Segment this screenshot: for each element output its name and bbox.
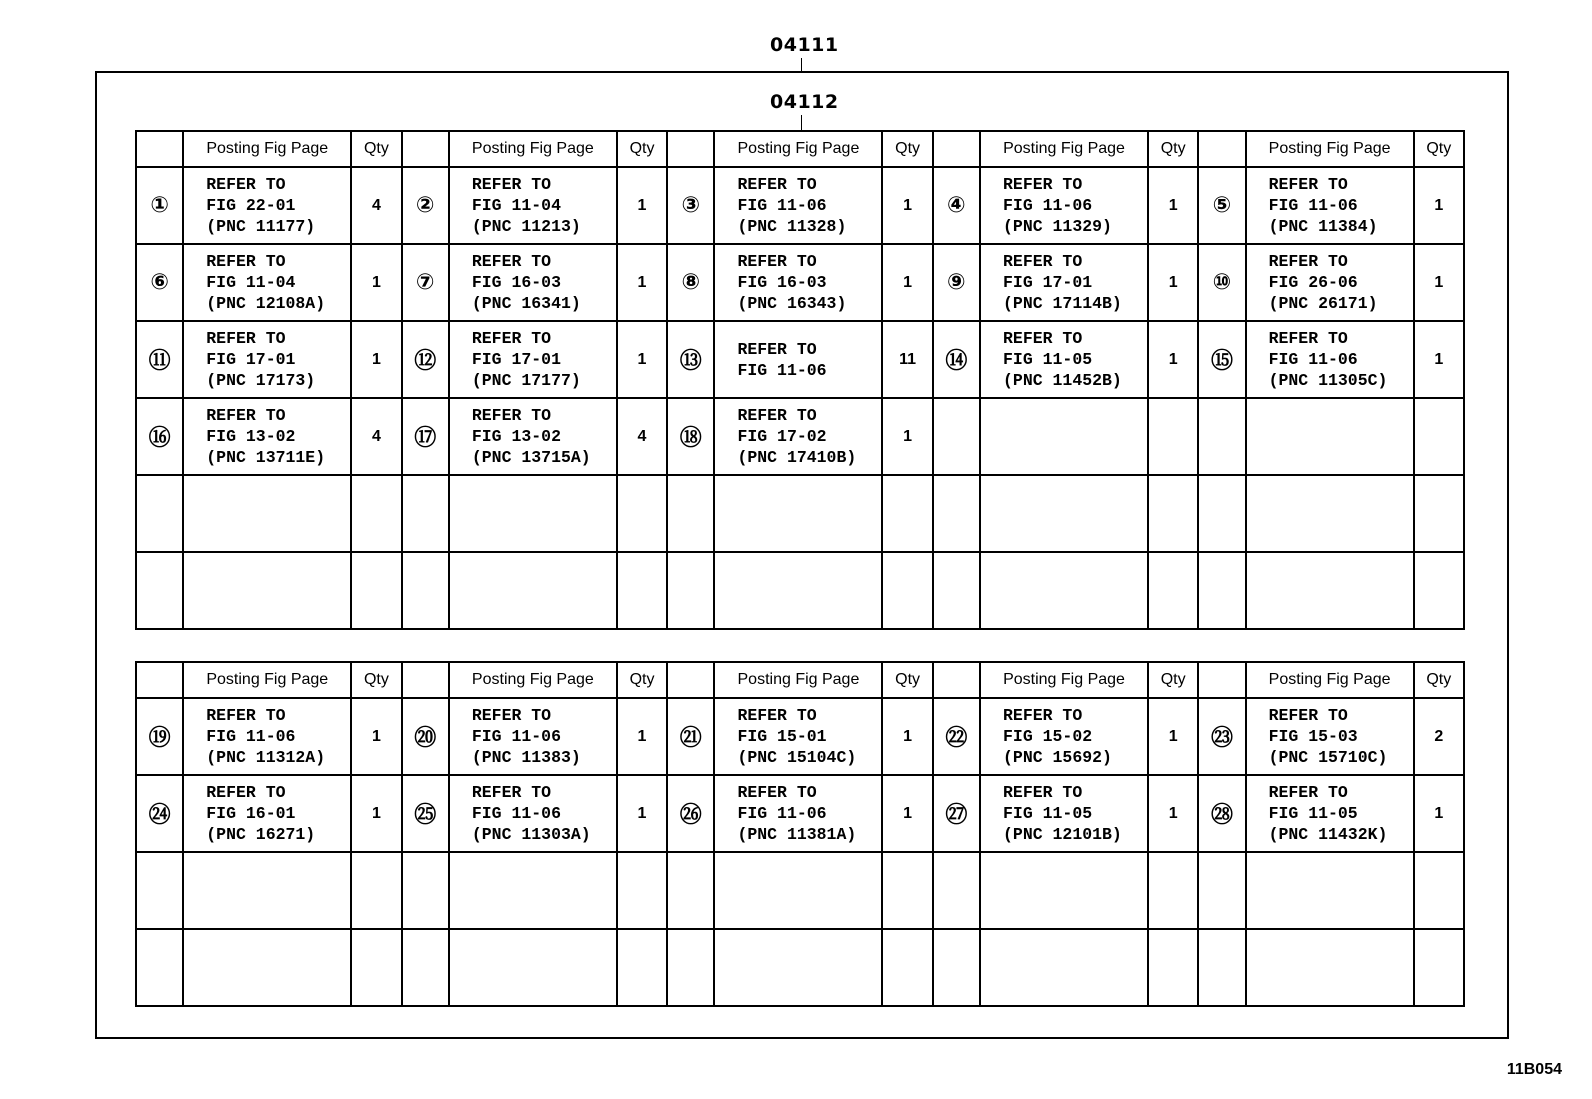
posting-fig-page-cell bbox=[980, 929, 1148, 1006]
posting-fig-page-cell bbox=[449, 775, 617, 852]
posting-line-l3: (PNC 13715A) bbox=[471, 448, 591, 467]
callout-number: ⑦ bbox=[402, 244, 449, 321]
posting-line-l1: REFER TO bbox=[1268, 252, 1348, 271]
posting-line-l2: FIG 11-04 bbox=[471, 196, 561, 215]
header-qty: Qty bbox=[882, 131, 932, 167]
posting-fig-page-cell bbox=[1246, 167, 1414, 244]
posting-fig-page-cell bbox=[980, 167, 1148, 244]
callout-number bbox=[667, 552, 714, 629]
header-qty: Qty bbox=[617, 662, 667, 698]
posting-line-l1: REFER TO bbox=[1003, 252, 1083, 271]
posting-fig-page-cell bbox=[1246, 475, 1414, 552]
posting-fig-page-cell bbox=[980, 852, 1148, 929]
header-posting-fig-page: Posting Fig Page bbox=[449, 662, 617, 698]
posting-line-l3: (PNC 17177) bbox=[471, 371, 581, 390]
qty-cell: 1 bbox=[1414, 321, 1464, 398]
posting-line-l2: FIG 22-01 bbox=[206, 196, 296, 215]
callout-number: ⑭ bbox=[933, 321, 980, 398]
callout-number bbox=[402, 929, 449, 1006]
posting-line-l2: FIG 11-05 bbox=[1268, 804, 1358, 823]
callout-number: ⑨ bbox=[933, 244, 980, 321]
posting-line-l1: REFER TO bbox=[471, 329, 552, 348]
posting-line-l1: REFER TO bbox=[737, 175, 817, 194]
header-qty: Qty bbox=[351, 131, 401, 167]
posting-line-l1: REFER TO bbox=[206, 252, 286, 271]
qty-cell: 1 bbox=[351, 321, 401, 398]
callout-number: ㉖ bbox=[667, 775, 714, 852]
callout-number: ① bbox=[136, 167, 183, 244]
posting-line-l1: REFER TO bbox=[471, 406, 552, 425]
qty-cell: 1 bbox=[351, 775, 401, 852]
header-posting-fig-page: Posting Fig Page bbox=[714, 131, 882, 167]
posting-line-l3: (PNC 11303A) bbox=[471, 825, 591, 844]
qty-cell bbox=[351, 552, 401, 629]
callout-number: ㉑ bbox=[667, 698, 714, 775]
qty-cell: 1 bbox=[1148, 167, 1198, 244]
posting-line-l3: (PNC 11383) bbox=[471, 748, 581, 767]
posting-fig-page-cell bbox=[183, 475, 351, 552]
posting-fig-page-cell bbox=[183, 929, 351, 1006]
posting-line-l1: REFER TO bbox=[206, 783, 286, 802]
header-num-cell bbox=[667, 131, 714, 167]
posting-line-l1: REFER TO bbox=[471, 252, 552, 271]
qty-cell: 2 bbox=[1414, 698, 1464, 775]
callout-number: ㉘ bbox=[1198, 775, 1245, 852]
callout-number bbox=[1198, 852, 1245, 929]
header-num-cell bbox=[933, 131, 980, 167]
callout-number: ⑬ bbox=[667, 321, 714, 398]
qty-cell bbox=[351, 852, 401, 929]
posting-fig-page-cell bbox=[1246, 929, 1414, 1006]
qty-cell: 1 bbox=[882, 698, 932, 775]
qty-cell bbox=[351, 475, 401, 552]
posting-line-l2: FIG 17-01 bbox=[1003, 273, 1093, 292]
posting-line-l1: REFER TO bbox=[737, 783, 817, 802]
header-qty: Qty bbox=[1414, 131, 1464, 167]
posting-line-l3: (PNC 15104C) bbox=[737, 748, 857, 767]
header-qty: Qty bbox=[1414, 662, 1464, 698]
posting-line-l3: (PNC 11213) bbox=[471, 217, 581, 236]
posting-line-l3: (PNC 26171) bbox=[1268, 294, 1378, 313]
callout-number bbox=[402, 852, 449, 929]
qty-cell bbox=[1414, 552, 1464, 629]
qty-cell bbox=[617, 929, 667, 1006]
posting-line-l3: (PNC 15692) bbox=[1003, 748, 1112, 767]
callout-number bbox=[136, 852, 183, 929]
posting-fig-page-cell bbox=[1246, 852, 1414, 929]
posting-line-l2: FIG 15-02 bbox=[1003, 727, 1093, 746]
posting-line-l2: FIG 11-05 bbox=[1003, 350, 1093, 369]
qty-cell: 1 bbox=[882, 775, 932, 852]
header-qty: Qty bbox=[617, 131, 667, 167]
callout-number bbox=[402, 475, 449, 552]
qty-cell: 1 bbox=[617, 167, 667, 244]
qty-cell bbox=[1414, 475, 1464, 552]
table-row bbox=[136, 929, 1464, 1006]
qty-cell bbox=[882, 929, 932, 1006]
posting-fig-page-cell bbox=[714, 552, 882, 629]
posting-line-l2: FIG 11-06 bbox=[737, 196, 827, 215]
posting-line-l1: REFER TO bbox=[1268, 329, 1348, 348]
table-row bbox=[136, 321, 1464, 398]
posting-line-l1: REFER TO bbox=[471, 783, 552, 802]
posting-line-l2: FIG 16-03 bbox=[737, 273, 827, 292]
callout-number: ⑯ bbox=[136, 398, 183, 475]
qty-cell: 1 bbox=[882, 398, 932, 475]
callout-number bbox=[933, 852, 980, 929]
qty-cell: 1 bbox=[1414, 775, 1464, 852]
qty-cell: 4 bbox=[351, 167, 401, 244]
qty-cell: 11 bbox=[882, 321, 932, 398]
callout-number: ㉔ bbox=[136, 775, 183, 852]
posting-line-l2: FIG 16-03 bbox=[471, 273, 561, 292]
header-posting-fig-page: Posting Fig Page bbox=[1246, 662, 1414, 698]
qty-cell bbox=[1148, 475, 1198, 552]
posting-line-l3: (PNC 17410B) bbox=[737, 448, 857, 467]
lower-parts-table bbox=[135, 661, 1465, 1007]
table-row bbox=[136, 852, 1464, 929]
posting-line-l3: (PNC 11384) bbox=[1268, 217, 1378, 236]
posting-line-l2: FIG 11-06 bbox=[471, 727, 561, 746]
posting-fig-page-cell bbox=[714, 321, 882, 398]
header-posting-fig-page: Posting Fig Page bbox=[449, 131, 617, 167]
table-row bbox=[136, 698, 1464, 775]
header-posting-fig-page: Posting Fig Page bbox=[980, 662, 1148, 698]
posting-fig-page-cell bbox=[714, 929, 882, 1006]
callout-number: ⑱ bbox=[667, 398, 714, 475]
qty-cell: 1 bbox=[1148, 244, 1198, 321]
qty-cell bbox=[1414, 398, 1464, 475]
posting-line-l2: FIG 11-06 bbox=[1003, 196, 1093, 215]
posting-fig-page-cell bbox=[1246, 552, 1414, 629]
posting-line-l1: REFER TO bbox=[737, 406, 817, 425]
posting-fig-page-cell bbox=[449, 929, 617, 1006]
posting-line-l2: FIG 11-06 bbox=[737, 360, 827, 380]
callout-number bbox=[1198, 475, 1245, 552]
header-qty: Qty bbox=[1148, 662, 1198, 698]
posting-fig-page-cell bbox=[714, 244, 882, 321]
callout-number bbox=[933, 475, 980, 552]
posting-fig-page-cell bbox=[714, 852, 882, 929]
posting-fig-page-cell bbox=[449, 321, 617, 398]
posting-line-l2: FIG 11-04 bbox=[206, 273, 296, 292]
posting-fig-page-cell bbox=[1246, 775, 1414, 852]
qty-cell: 1 bbox=[882, 244, 932, 321]
posting-line-l2: FIG 15-01 bbox=[737, 727, 827, 746]
callout-number bbox=[1198, 929, 1245, 1006]
callout-number bbox=[667, 852, 714, 929]
posting-line-l3: (PNC 11381A) bbox=[737, 825, 857, 844]
posting-line-l1: REFER TO bbox=[1268, 175, 1348, 194]
table-row bbox=[136, 398, 1464, 475]
posting-line-l2: FIG 17-01 bbox=[471, 350, 561, 369]
header-num-cell bbox=[667, 662, 714, 698]
qty-cell: 1 bbox=[617, 244, 667, 321]
posting-fig-page-cell bbox=[980, 398, 1148, 475]
posting-line-l1: REFER TO bbox=[206, 329, 286, 348]
qty-cell: 1 bbox=[617, 775, 667, 852]
posting-fig-page-cell bbox=[449, 398, 617, 475]
qty-cell bbox=[617, 475, 667, 552]
posting-line-l3: (PNC 11312A) bbox=[206, 748, 326, 767]
posting-fig-page-cell bbox=[714, 398, 882, 475]
posting-fig-page-cell bbox=[980, 321, 1148, 398]
posting-line-l1: REFER TO bbox=[737, 339, 817, 359]
qty-cell: 1 bbox=[351, 244, 401, 321]
posting-line-l3: (PNC 16271) bbox=[206, 825, 316, 844]
posting-fig-page-cell bbox=[449, 552, 617, 629]
qty-cell bbox=[617, 552, 667, 629]
posting-fig-page-cell bbox=[183, 321, 351, 398]
callout-number bbox=[136, 475, 183, 552]
qty-cell: 1 bbox=[1414, 167, 1464, 244]
qty-cell: 1 bbox=[1148, 321, 1198, 398]
posting-line-l2: FIG 17-01 bbox=[206, 350, 296, 369]
posting-line-l3: (PNC 11328) bbox=[737, 217, 847, 236]
posting-line-l3: (PNC 17173) bbox=[206, 371, 316, 390]
callout-number bbox=[1198, 552, 1245, 629]
qty-cell bbox=[882, 552, 932, 629]
posting-line-l3: (PNC 11305C) bbox=[1268, 371, 1388, 390]
posting-line-l3: (PNC 13711E) bbox=[206, 448, 326, 467]
posting-fig-page-cell bbox=[980, 775, 1148, 852]
inner-assembly-label: 04112 bbox=[770, 91, 839, 113]
posting-line-l1: REFER TO bbox=[471, 706, 552, 725]
callout-number: ⑩ bbox=[1198, 244, 1245, 321]
callout-number: ㉒ bbox=[933, 698, 980, 775]
table-row bbox=[136, 475, 1464, 552]
posting-line-l1: REFER TO bbox=[737, 706, 817, 725]
qty-cell: 1 bbox=[617, 321, 667, 398]
callout-number: ③ bbox=[667, 167, 714, 244]
header-posting-fig-page: Posting Fig Page bbox=[183, 131, 351, 167]
posting-fig-page-cell bbox=[714, 167, 882, 244]
posting-fig-page-cell bbox=[183, 775, 351, 852]
posting-line-l1: REFER TO bbox=[206, 706, 286, 725]
posting-fig-page-cell bbox=[714, 475, 882, 552]
callout-number bbox=[933, 398, 980, 475]
posting-line-l3: (PNC 12108A) bbox=[206, 294, 326, 313]
callout-number: ⑪ bbox=[136, 321, 183, 398]
qty-cell: 4 bbox=[617, 398, 667, 475]
qty-cell: 1 bbox=[351, 698, 401, 775]
callout-number bbox=[1198, 398, 1245, 475]
posting-line-l2: FIG 11-06 bbox=[206, 727, 296, 746]
qty-cell bbox=[1148, 398, 1198, 475]
posting-fig-page-cell bbox=[1246, 698, 1414, 775]
qty-cell bbox=[1148, 929, 1198, 1006]
table-row bbox=[136, 167, 1464, 244]
qty-cell: 1 bbox=[1414, 244, 1464, 321]
qty-cell: 1 bbox=[882, 167, 932, 244]
qty-cell: 1 bbox=[1148, 698, 1198, 775]
posting-fig-page-cell bbox=[183, 398, 351, 475]
header-qty: Qty bbox=[351, 662, 401, 698]
inner-leader-line bbox=[801, 115, 802, 130]
posting-line-l3: (PNC 11329) bbox=[1003, 217, 1112, 236]
posting-fig-page-cell bbox=[1246, 321, 1414, 398]
posting-line-l3: (PNC 11177) bbox=[206, 217, 316, 236]
posting-fig-page-cell bbox=[714, 698, 882, 775]
callout-number: ⑳ bbox=[402, 698, 449, 775]
header-row bbox=[136, 662, 1464, 698]
table-row bbox=[136, 775, 1464, 852]
posting-fig-page-cell bbox=[449, 475, 617, 552]
posting-line-l1: REFER TO bbox=[1268, 706, 1348, 725]
callout-number: ④ bbox=[933, 167, 980, 244]
posting-line-l2: FIG 17-02 bbox=[737, 427, 827, 446]
outer-leader-line bbox=[801, 58, 802, 72]
qty-cell bbox=[1148, 552, 1198, 629]
table-row bbox=[136, 244, 1464, 321]
posting-line-l1: REFER TO bbox=[471, 175, 552, 194]
qty-cell bbox=[1414, 852, 1464, 929]
posting-fig-page-cell bbox=[980, 552, 1148, 629]
posting-line-l2: FIG 11-06 bbox=[1268, 350, 1358, 369]
posting-line-l2: FIG 11-06 bbox=[1268, 196, 1358, 215]
callout-number: ⑲ bbox=[136, 698, 183, 775]
posting-line-l2: FIG 11-06 bbox=[737, 804, 827, 823]
header-posting-fig-page: Posting Fig Page bbox=[183, 662, 351, 698]
header-num-cell bbox=[1198, 131, 1245, 167]
callout-number: ⑧ bbox=[667, 244, 714, 321]
table-row bbox=[136, 552, 1464, 629]
qty-cell: 1 bbox=[617, 698, 667, 775]
callout-number bbox=[933, 552, 980, 629]
header-num-cell bbox=[402, 662, 449, 698]
posting-fig-page-cell bbox=[183, 167, 351, 244]
callout-number bbox=[402, 552, 449, 629]
posting-line-l2: FIG 16-01 bbox=[206, 804, 296, 823]
posting-line-l1: REFER TO bbox=[1003, 706, 1083, 725]
posting-fig-page-cell bbox=[449, 698, 617, 775]
posting-fig-page-cell bbox=[1246, 398, 1414, 475]
header-row bbox=[136, 131, 1464, 167]
posting-fig-page-cell bbox=[449, 852, 617, 929]
callout-number: ⑥ bbox=[136, 244, 183, 321]
header-num-cell bbox=[402, 131, 449, 167]
posting-fig-page-cell bbox=[980, 244, 1148, 321]
posting-fig-page-cell bbox=[980, 698, 1148, 775]
posting-line-l2: FIG 26-06 bbox=[1268, 273, 1358, 292]
posting-line-l2: FIG 13-02 bbox=[206, 427, 296, 446]
header-num-cell bbox=[136, 662, 183, 698]
posting-line-l3: (PNC 16343) bbox=[737, 294, 847, 313]
posting-fig-page-cell bbox=[449, 244, 617, 321]
posting-line-l3: (PNC 15710C) bbox=[1268, 748, 1388, 767]
callout-number bbox=[136, 552, 183, 629]
qty-cell bbox=[882, 475, 932, 552]
qty-cell bbox=[617, 852, 667, 929]
posting-line-l2: FIG 11-06 bbox=[471, 804, 561, 823]
posting-line-l3: (PNC 12101B) bbox=[1003, 825, 1122, 844]
posting-fig-page-cell bbox=[183, 552, 351, 629]
header-num-cell bbox=[933, 662, 980, 698]
header-posting-fig-page: Posting Fig Page bbox=[980, 131, 1148, 167]
header-posting-fig-page: Posting Fig Page bbox=[1246, 131, 1414, 167]
posting-line-l1: REFER TO bbox=[206, 406, 286, 425]
posting-line-l1: REFER TO bbox=[737, 252, 817, 271]
posting-line-l2: FIG 15-03 bbox=[1268, 727, 1358, 746]
callout-number: ⑮ bbox=[1198, 321, 1245, 398]
callout-number: ⑫ bbox=[402, 321, 449, 398]
header-qty: Qty bbox=[1148, 131, 1198, 167]
posting-line-l1: REFER TO bbox=[1003, 175, 1083, 194]
posting-line-l1: REFER TO bbox=[1003, 329, 1083, 348]
header-posting-fig-page: Posting Fig Page bbox=[714, 662, 882, 698]
posting-fig-page-cell bbox=[183, 698, 351, 775]
qty-cell: 4 bbox=[351, 398, 401, 475]
posting-line-l3: (PNC 11452B) bbox=[1003, 371, 1122, 390]
header-qty: Qty bbox=[882, 662, 932, 698]
posting-fig-page-cell bbox=[449, 167, 617, 244]
callout-number: ㉓ bbox=[1198, 698, 1245, 775]
posting-line-l3: (PNC 17114B) bbox=[1003, 294, 1122, 313]
posting-line-l3: (PNC 11432K) bbox=[1268, 825, 1388, 844]
posting-fig-page-cell bbox=[980, 475, 1148, 552]
header-num-cell bbox=[1198, 662, 1245, 698]
posting-line-l2: FIG 13-02 bbox=[471, 427, 561, 446]
posting-fig-page-cell bbox=[183, 244, 351, 321]
upper-parts-table bbox=[135, 130, 1465, 630]
callout-number: ⑤ bbox=[1198, 167, 1245, 244]
posting-fig-page-cell bbox=[714, 775, 882, 852]
callout-number: ② bbox=[402, 167, 449, 244]
posting-fig-page-cell bbox=[1246, 244, 1414, 321]
callout-number: ㉗ bbox=[933, 775, 980, 852]
posting-line-l3: (PNC 16341) bbox=[471, 294, 581, 313]
qty-cell bbox=[1148, 852, 1198, 929]
posting-line-l1: REFER TO bbox=[1268, 783, 1348, 802]
posting-line-l1: REFER TO bbox=[1003, 783, 1083, 802]
callout-number bbox=[933, 929, 980, 1006]
qty-cell bbox=[882, 852, 932, 929]
callout-number bbox=[136, 929, 183, 1006]
qty-cell bbox=[351, 929, 401, 1006]
figure-code: 11B054 bbox=[1506, 1061, 1562, 1078]
outer-assembly-label: 04111 bbox=[770, 34, 839, 56]
callout-number bbox=[667, 929, 714, 1006]
header-num-cell bbox=[136, 131, 183, 167]
callout-number bbox=[667, 475, 714, 552]
posting-line-l2: FIG 11-05 bbox=[1003, 804, 1093, 823]
posting-fig-page-cell bbox=[183, 852, 351, 929]
qty-cell bbox=[1414, 929, 1464, 1006]
qty-cell: 1 bbox=[1148, 775, 1198, 852]
callout-number: ㉕ bbox=[402, 775, 449, 852]
posting-line-l1: REFER TO bbox=[206, 175, 286, 194]
callout-number: ⑰ bbox=[402, 398, 449, 475]
